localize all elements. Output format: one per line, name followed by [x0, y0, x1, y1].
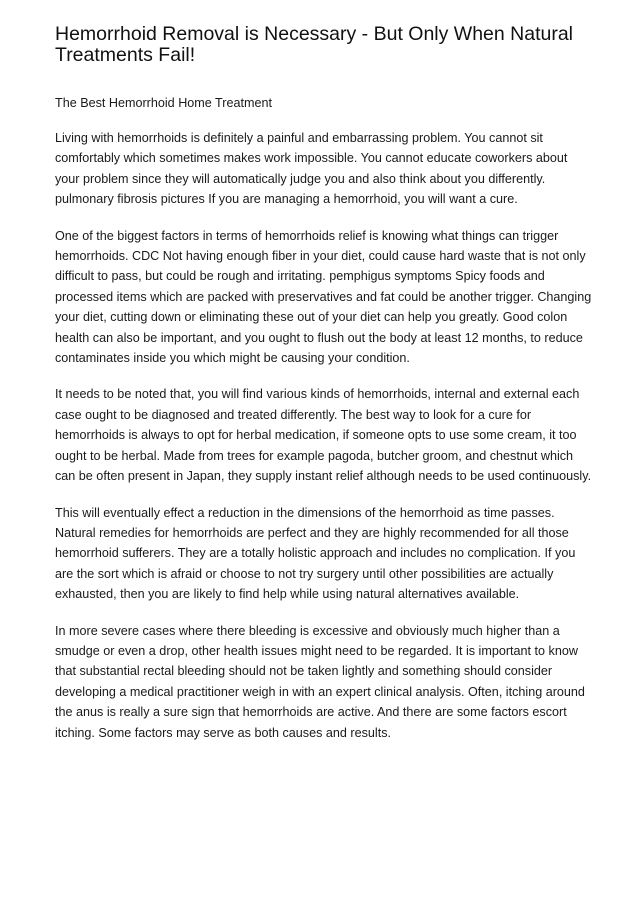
document-subtitle: The Best Hemorrhoid Home Treatment [55, 96, 272, 110]
body-paragraph: This will eventually effect a reduction in the dimensions of the hemorrhoid as time passes. Natural remedies for hemorrhoids are perfect and they are highly recommended for all those hemorrhoid sufferers. They are a totally holistic approach and includes no complication. If you are the sort which is afraid or choose to not try surgery until other possibilities are actually exhausted, then you are likely to find help while using natural alternatives available. [55, 505, 576, 602]
document-body [55, 128, 595, 759]
body-paragraph: One of the biggest factors in terms of hemorrhoids relief is knowing what things can trigger hemorrhoids. CDC Not having enough fiber in your diet, could cause hard waste that is not only difficult to pass, but could be rough and irritating. pemphigus symptoms Spicy foods and processed items which are packed with preservatives and fat could be another trigger. Changing your diet, cutting down or eliminating these out of your diet can help you greatly. Good colon health can also be important, and you ought to flush out the body at least 12 months, to reduce contaminates inside you which might be causing your condition. [55, 228, 592, 366]
body-paragraph: Living with hemorrhoids is definitely a painful and embarrassing problem. You cannot sit comfortably which sometimes makes work impossible. You cannot educate coworkers about your problem since they will automatically judge you and also think about you differently. pulmonary fibrosis pictures If you are managing a hemorrhoid, you will want a cure. [55, 131, 568, 207]
body-paragraph: In more severe cases where there bleeding is excessive and obviously much higher than a smudge or even a drop, other health issues might need to be regarded. It is important to know that substantial rectal bleeding should not be taken lightly and something should consider developing a medical practitioner weigh in with an expert clinical analysis. Often, itching around the anus is really a sure sign that hemorrhoids are active. And there are some factors escort itching. Some factors may serve as both causes and results. [55, 623, 585, 740]
document-page [55, 23, 595, 740]
document-title: Hemorrhoid Removal is Necessary - But Only When Natural Treatments Fail! [55, 23, 574, 66]
body-paragraph: It needs to be noted that, you will find various kinds of hemorrhoids, internal and external each case ought to be diagnosed and treated differently. The best way to look for a cure for hemorrhoids is always to opt for herbal medication, if someone opts to use some cream, it too ought to be herbal. Made from trees for example pagoda, butcher groom, and chestnut which can be often present in Japan, they supply instant relief although needs to be used continuously. [55, 387, 592, 484]
